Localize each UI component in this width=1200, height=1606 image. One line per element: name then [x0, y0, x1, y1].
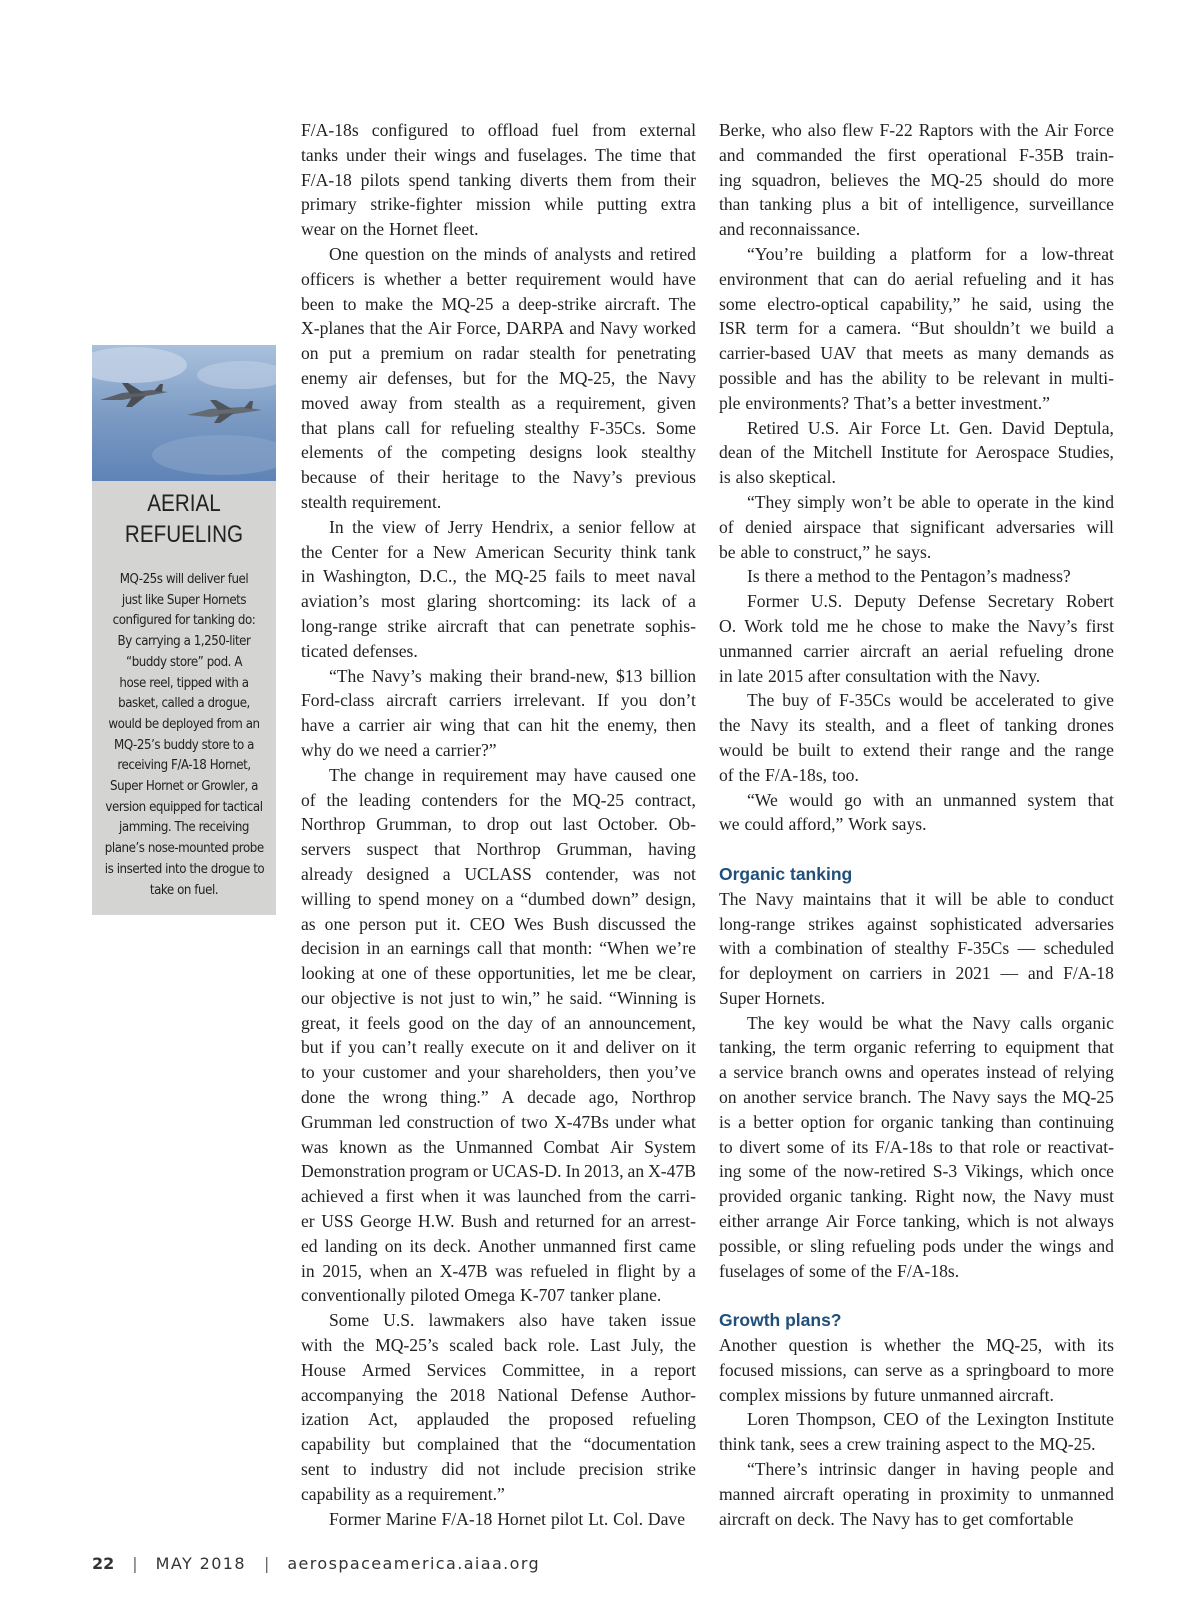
- text-line: and commanded the first operational F-35B train-: [719, 144, 1114, 165]
- refueling-photo: [92, 345, 276, 481]
- text-line: been to make the MQ-25 a deep-strike aircraft. The: [301, 293, 696, 314]
- text-line: on put a premium on radar stealth for penetrating: [301, 343, 696, 364]
- text-line: tanking, the term organic referring to equipment that: [719, 1037, 1114, 1058]
- text-line: F/A-18 pilots spend tanking diverts them from their: [301, 169, 696, 190]
- text-line: our objective is not just to win,” he said. “Winning is: [301, 987, 696, 1008]
- text-line: Loren Thompson, CEO of the Lexington Institute: [747, 1409, 1114, 1430]
- sidebar-title: [105, 488, 263, 550]
- text-line: The Navy maintains that it will be able to conduct: [719, 888, 1114, 909]
- text-line: ed landing on its deck. Another unmanned first came: [301, 1235, 696, 1256]
- text-line: carrier-based UAV that meets as many demands as: [719, 343, 1114, 364]
- text-line: long-range strike aircraft that can penetrate sophis-: [301, 615, 696, 636]
- text-line: “You’re building a platform for a low-threat: [747, 243, 1114, 264]
- text-line: One question on the minds of analysts and retired: [329, 243, 696, 264]
- text-line: manned aircraft operating in proximity to unmanned: [719, 1483, 1114, 1504]
- text-line: some electro-optical capability,” he said, using the: [719, 293, 1114, 314]
- text-line: Grumman led construction of two X-47Bs under what: [301, 1111, 696, 1132]
- text-line: primary strike-fighter mission while putting extra: [301, 194, 696, 215]
- text-line: O. Work told me he chose to make the Navy’s first: [719, 615, 1114, 636]
- issue-date: MAY 2018: [155, 1554, 246, 1573]
- text-line: in late 2015 after consultation with the Navy.: [719, 665, 1041, 686]
- text-line: aircraft on deck. The Navy has to get comfortable: [719, 1508, 1074, 1529]
- text-line: “They simply won’t be able to operate in the kind: [747, 491, 1114, 512]
- text-line: great, it feels good on the day of an announcement,: [301, 1012, 696, 1033]
- page-footer: [92, 1554, 540, 1573]
- sidebar-title-line: AERIAL: [147, 490, 221, 517]
- text-line: ization Act, applauded the proposed refueling: [301, 1409, 696, 1430]
- text-line: F/A-18s configured to offload fuel from external: [301, 120, 696, 140]
- text-line: complex missions by future unmanned aircraft.: [719, 1384, 1054, 1405]
- text-line: decision in an earnings call that month: “When we’re: [301, 938, 696, 959]
- text-line: unmanned carrier aircraft an aerial refueling drone: [719, 640, 1114, 661]
- website-link[interactable]: aerospaceamerica.aiaa.org: [287, 1554, 541, 1573]
- sidebar-body-line: basket, called a drogue,: [118, 696, 250, 712]
- sidebar-body-line: take on fuel.: [149, 882, 219, 898]
- text-line: why do we need a carrier?”: [301, 739, 497, 760]
- text-line: than tanking plus a bit of intelligence, surveillance: [719, 194, 1114, 215]
- text-line: sent to industry did not include precision strike: [301, 1459, 696, 1480]
- page-number: 22: [92, 1554, 115, 1573]
- text-line: Super Hornets.: [719, 987, 826, 1008]
- text-line: provided organic tanking. Right now, the Navy must: [719, 1186, 1114, 1207]
- text-line: The key would be what the Navy calls organic: [747, 1012, 1114, 1033]
- text-line: is also skeptical.: [719, 467, 836, 488]
- text-line: the Center for a New American Security think tank: [301, 541, 696, 562]
- text-line: Former U.S. Deputy Defense Secretary Robert: [747, 591, 1114, 612]
- text-line: possible, or sling refueling pods under the wings and: [719, 1235, 1114, 1256]
- text-line: willing to spend money on a “dumbed down” design,: [301, 888, 696, 909]
- text-line: achieved a first when it was launched from the carri-: [301, 1186, 696, 1207]
- text-line: Berke, who also flew F-22 Raptors with the Air Force: [719, 120, 1114, 140]
- text-line: on another service branch. The Navy says the MQ-25: [719, 1087, 1114, 1108]
- text-line: have a carrier air wing that can hit the enemy, then: [301, 715, 696, 736]
- text-line: tanks under their wings and fuselages. The time that: [301, 144, 696, 165]
- text-line: ple environments? That’s a better investment.”: [719, 392, 1050, 413]
- text-line: “The Navy’s making their brand-new, $13 billion: [329, 665, 696, 686]
- sidebar-title-line: REFUELING: [124, 521, 244, 548]
- text-line: either arrange Air Force tanking, which is not always: [719, 1211, 1114, 1232]
- text-line: servers suspect that Northrop Grumman, having: [301, 839, 696, 860]
- text-line: be able to construct,” he says.: [719, 541, 932, 562]
- text-line: ing some of the now-retired S-3 Vikings, which once: [719, 1161, 1114, 1182]
- text-line: is a better option for organic tanking than continuing: [719, 1111, 1114, 1132]
- text-line: stealth requirement.: [301, 491, 442, 512]
- text-line: Some U.S. lawmakers also have taken issue: [329, 1310, 696, 1331]
- text-line: accompanying the 2018 National Defense Author-: [301, 1384, 696, 1405]
- text-line: possible and has the ability to be relevant in multi-: [719, 367, 1114, 388]
- text-line: as one person put it. CEO Wes Bush discussed the: [301, 913, 696, 934]
- text-line: because of their heritage to the Navy’s previous: [301, 467, 696, 488]
- text-line: of denied airspace that significant adversaries will: [719, 516, 1114, 537]
- text-line: ing squadron, believes the MQ-25 should do more: [719, 169, 1114, 190]
- text-line: dean of the Mitchell Institute for Aerospace Studies,: [719, 442, 1114, 463]
- text-line: but if you can’t really execute on it and deliver on it: [301, 1037, 696, 1058]
- text-line: focused missions, can serve as a springboard to more: [719, 1359, 1114, 1380]
- text-line: of the F/A-18s, too.: [719, 764, 859, 785]
- text-line: the Navy its stealth, and a fleet of tanking drones: [719, 715, 1114, 736]
- sidebar-body-line: receiving F/A-18 Hornet,: [117, 758, 251, 774]
- text-line: fuselages of some of the F/A-18s.: [719, 1260, 960, 1281]
- sidebar-body: [96, 570, 272, 901]
- text-line: X-planes that the Air Force, DARPA and Navy worked: [301, 318, 696, 339]
- sidebar-box: [92, 345, 276, 915]
- sidebar-body-line: would be deployed from an: [108, 716, 260, 732]
- text-line: Is there a method to the Pentagon’s madness?: [747, 566, 1071, 587]
- text-line: In the view of Jerry Hendrix, a senior fellow at: [329, 516, 696, 537]
- text-line: officers is whether a better requirement would have: [301, 268, 696, 289]
- text-line: ticated defenses.: [301, 640, 418, 661]
- text-line: The change in requirement may have caused one: [329, 764, 696, 785]
- text-line: capability as a requirement.”: [301, 1483, 505, 1504]
- sidebar-body-line: jamming. The receiving: [119, 820, 249, 836]
- text-line: and reconnaissance.: [719, 219, 861, 240]
- section-gap: [719, 837, 1114, 862]
- text-line: moved away from stealth as a requirement, given: [301, 392, 696, 413]
- sidebar-body-line: plane’s nose-mounted probe: [104, 841, 264, 857]
- text-line: long-range strikes against sophisticated adversaries: [719, 913, 1114, 934]
- text-line: to divert some of its F/A-18s to that role or reactivat-: [719, 1136, 1114, 1157]
- text-line: elements of the competing designs look stealthy: [301, 442, 696, 463]
- sidebar-body-line: MQ-25s will deliver fuel: [119, 572, 249, 587]
- text-line: would be built to extend their range and the range: [719, 739, 1114, 760]
- text-line: with a combination of stealthy F-35Cs — scheduled: [719, 938, 1114, 959]
- text-line: Ford-class aircraft carriers irrelevant. If you don’t: [301, 690, 696, 711]
- sidebar-body-line: is inserted into the drogue to: [104, 861, 265, 877]
- text-line: ISR term for a camera. “But shouldn’t we build a: [719, 318, 1114, 339]
- text-line: was known as the Unmanned Combat Air System: [301, 1136, 696, 1157]
- text-line: to your customer and your shareholders, then you’ve: [301, 1062, 696, 1083]
- text-line: we could afford,” Work says.: [719, 814, 927, 835]
- text-line: done the wrong thing.” A decade ago, Northrop: [301, 1087, 696, 1108]
- footer-separator: |: [132, 1554, 138, 1573]
- text-line: environment that can do aerial refueling and it has: [719, 268, 1114, 289]
- text-line: that plans call for refueling stealthy F-35Cs. Some: [301, 417, 696, 438]
- sidebar-body-line: just like Super Hornets: [121, 592, 247, 608]
- section-heading: Organic tanking: [719, 863, 853, 884]
- sidebar-body-line: Super Hornet or Growler, a: [110, 779, 258, 795]
- text-line: The buy of F-35Cs would be accelerated to give: [747, 690, 1114, 711]
- article-column-1: [301, 118, 696, 1531]
- text-line: a service branch owns and operates instead of relying: [719, 1062, 1114, 1083]
- text-line: wear on the Hornet fleet.: [301, 219, 479, 240]
- text-line: think tank, sees a crew training aspect to the MQ-25.: [719, 1434, 1096, 1455]
- section-gap: [719, 1283, 1114, 1308]
- text-line: with the MQ-25’s scaled back role. Last July, the: [301, 1335, 696, 1356]
- text-line: Northrop Grumman, to drop out last October. Ob-: [301, 814, 696, 835]
- sidebar-body-line: By carrying a 1,250-liter: [117, 634, 251, 650]
- text-line: enemy air defenses, but for the MQ-25, the Navy: [301, 367, 696, 388]
- sidebar-body-line: “buddy store” pod. A: [125, 654, 243, 670]
- text-line: in 2015, when an X-47B was refueled in flight by a: [301, 1260, 696, 1281]
- text-line: Another question is whether the MQ-25, with its: [719, 1335, 1114, 1356]
- text-line: “There’s intrinsic danger in having people and: [747, 1459, 1114, 1480]
- text-line: “We would go with an unmanned system that: [747, 789, 1114, 810]
- text-line: looking at one of these opportunities, let me be clear,: [301, 963, 696, 984]
- section-heading: Growth plans?: [719, 1310, 842, 1331]
- footer-separator: |: [263, 1554, 270, 1573]
- article-column-2: [719, 118, 1114, 1531]
- text-line: conventionally piloted Omega K-707 tanker plane.: [301, 1285, 662, 1306]
- sidebar-body-line: hose reel, tipped with a: [119, 675, 249, 691]
- text-line: capability but complained that the “documentation: [301, 1434, 696, 1455]
- text-line: of the leading contenders for the MQ-25 contract,: [301, 789, 696, 810]
- text-line: Demonstration program or UCAS-D. In 2013, an X-47B: [301, 1161, 696, 1182]
- text-line: in Washington, D.C., the MQ-25 fails to meet naval: [301, 566, 696, 587]
- text-line: already designed a UCLASS contender, was not: [301, 863, 696, 884]
- text-line: for deployment on carriers in 2021 — and F/A-18: [719, 963, 1114, 984]
- sidebar-body-line: version equipped for tactical: [105, 799, 263, 815]
- text-line: House Armed Services Committee, in a report: [301, 1359, 696, 1380]
- sidebar-body-line: MQ-25’s buddy store to a: [114, 737, 254, 753]
- text-line: er USS George H.W. Bush and returned for an arrest-: [301, 1211, 696, 1232]
- text-line: Former Marine F/A-18 Hornet pilot Lt. Col. Dave: [329, 1508, 686, 1529]
- sidebar-body-line: configured for tanking do:: [112, 613, 256, 629]
- text-line: Retired U.S. Air Force Lt. Gen. David Deptula,: [747, 417, 1114, 438]
- text-line: aviation’s most glaring shortcoming: its lack of a: [301, 591, 696, 612]
